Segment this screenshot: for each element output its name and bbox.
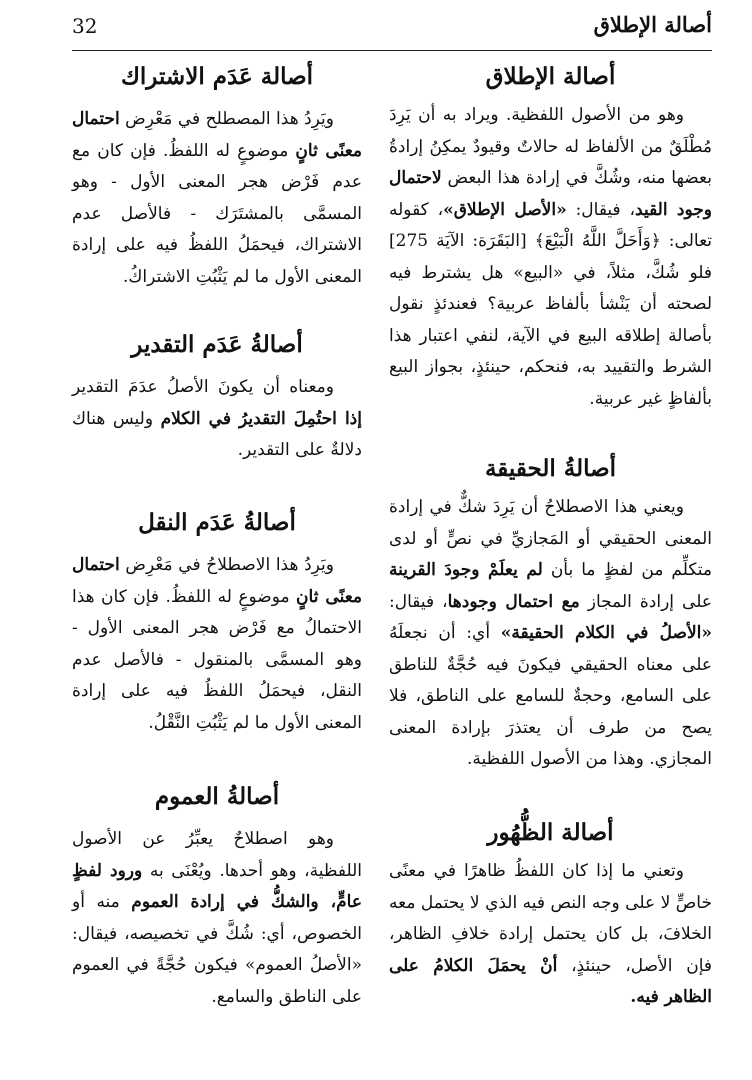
section-body: وهو من الأصول اللفظية. ويراد به أن يَرِدَ مُطْلَقٌ من الألفاظ له حالاتٌ وقيودٌ يمكِنُ إرادةُ بعضها منه، وشُكَّ في إرادة هذا البعض لاحتمال وجود القيد، فيقال: «الأصل الإطلاق»، كقوله تعالى: ﴿وَأَحَلَّ اللَّهُ الْبَيْعَ﴾ [البَقَرَة: الآيَة 275] فلو شُكَّ، مثلاً، في «البيع» هل يشترط فيه لصحته أن يَنْشأ بألفاظ عربية؟ فعندئذٍ نقول بأصالة إطلاقه البيع في الآية، لنفي اعتبار هذا الشرط والتقييد به، فنحكم، حينئذٍ، بجواز البيع بألفاظٍ غير عربية.: [389, 105, 712, 409]
section-body: وتعني ما إذا كان اللفظُ ظاهرًا في معنًى خاصٍّ لا على وجه النص فيه الذي لا يحتمل معه الخلافَ، بل كان يحتمل إرادة خلافِ الظاهر، فإن الأصل، حينئذٍ، أنْ يحمَلَ الكلامُ على الظاهر فيه.: [389, 861, 712, 1007]
section-title: أصالةُ الحقيقة: [484, 455, 617, 482]
section-body: وهو اصطلاحٌ يعبِّرُ عن الأصول اللفظية، وهو أحدها. ويُعْنَى به ورود لفظٍ عامٍّ، والشكُّ في إرادة العموم منه أو الخصوص، أي: شُكَّ في تخصيصه، فيقال: «الأصلُ العموم» فيكون حُجَّةً في العموم على الناطق والسامع.: [72, 829, 362, 1007]
section-body: ويَرِدُ هذا المصطلح في مَعْرِض احتمال معنًى ثانٍ موضوعٍ له اللفظُ. فإن كان مع عدم فَرْض هجر المعنى الأول - وهو المسمَّى بالمشتَرَك - فالأصل عدم الاشتراك، فيحمَلُ اللفظُ فيه على إرادة المعنى الأول ما لم يَثْبُتِ الاشتراكُ.: [72, 109, 363, 287]
page-number: 32: [72, 14, 98, 38]
section-body: ويعني هذا الاصطلاحُ أن يَرِدَ شكٌّ في إرادة المعنى الحقيقي أو المَجازيِّ في نصٍّ أو لدى متكلِّم من لفظٍ ما بأن لم يعلَمْ وجودَ القرينة على إرادة المجاز مع احتمال وجودها، فيقال: «الأصلُ في الكلام الحقيقة» أي: أن نجعلَهُ على معناه الحقيقي فيكونَ فيه حُجَّةٌ للناطق على السامع، وحجةٌ للسامع على الناطق، فلا يصح من طرف أن يعتذرَ بإرادة المعنى المجازي. وهذا من الأصول اللفظية.: [389, 497, 713, 769]
bold-phrase: لاحتمال وجود القيد: [389, 168, 712, 220]
section-title: أصالةُ العموم: [154, 783, 280, 810]
section-haqiqa: [389, 452, 712, 776]
section-title: أصالةُ عَدَم النقل: [138, 509, 296, 536]
bold-phrase: «الأصلُ في الكلام الحقيقة»: [500, 623, 713, 643]
section-itlaq: [389, 60, 712, 415]
running-title: أصالة الإطلاق: [593, 12, 712, 37]
bold-phrase: ورود لفظٍ عامٍّ، والشكُّ في إرادة العموم: [72, 860, 362, 912]
section-naql: [72, 506, 362, 739]
section-taqdir: [72, 328, 362, 467]
section-body: ومعناه أن يكونَ الأصلُ عدَمَ التقدير إذا احتُمِلَ التقديرُ في الكلام وليس هناك دلالةٌ على التقدير.: [72, 377, 362, 460]
section-title: أصالةُ عَدَم التقدير: [131, 331, 303, 358]
page-header: [72, 10, 712, 51]
section-umum: [72, 780, 362, 1013]
section-zuhur: [389, 816, 712, 1014]
section-title: أصالة عَدَم الاشتراك: [120, 63, 314, 90]
section-ishtirak: [72, 60, 362, 293]
section-body: ويَرِدُ هذا الاصطلاحُ في مَعْرِض احتمال معنًى ثانٍ موضوعٍ له اللفظُ. فإن كان هذا الاحتمالُ مع فَرْض هجر المعنى الأول - وهو المسمَّى بالمنقول - فالأصل عدم النقل، فيحمَلُ اللفظُ فيه على إرادة المعنى الأول ما لم يَثْبُتِ النَّقْلُ.: [72, 555, 363, 733]
bold-phrase: «الأصل الإطلاق»: [443, 199, 567, 220]
bold-phrase: مع احتمال وجودها: [447, 591, 580, 612]
bold-phrase: لم يعلَمْ وجودَ القرينة: [389, 560, 543, 580]
bold-phrase: احتمال معنًى ثانٍ: [72, 555, 363, 607]
bold-phrase: احتمال معنًى ثانٍ: [72, 109, 363, 161]
section-title: أصالة الظُّهُور: [487, 819, 614, 846]
bold-phrase: إذا احتُمِلَ التقديرُ في الكلام: [160, 408, 362, 429]
bold-phrase: أنْ يحمَلَ الكلامُ على الظاهر فيه.: [389, 955, 712, 1007]
section-title: أصالة الإطلاق: [485, 63, 616, 90]
